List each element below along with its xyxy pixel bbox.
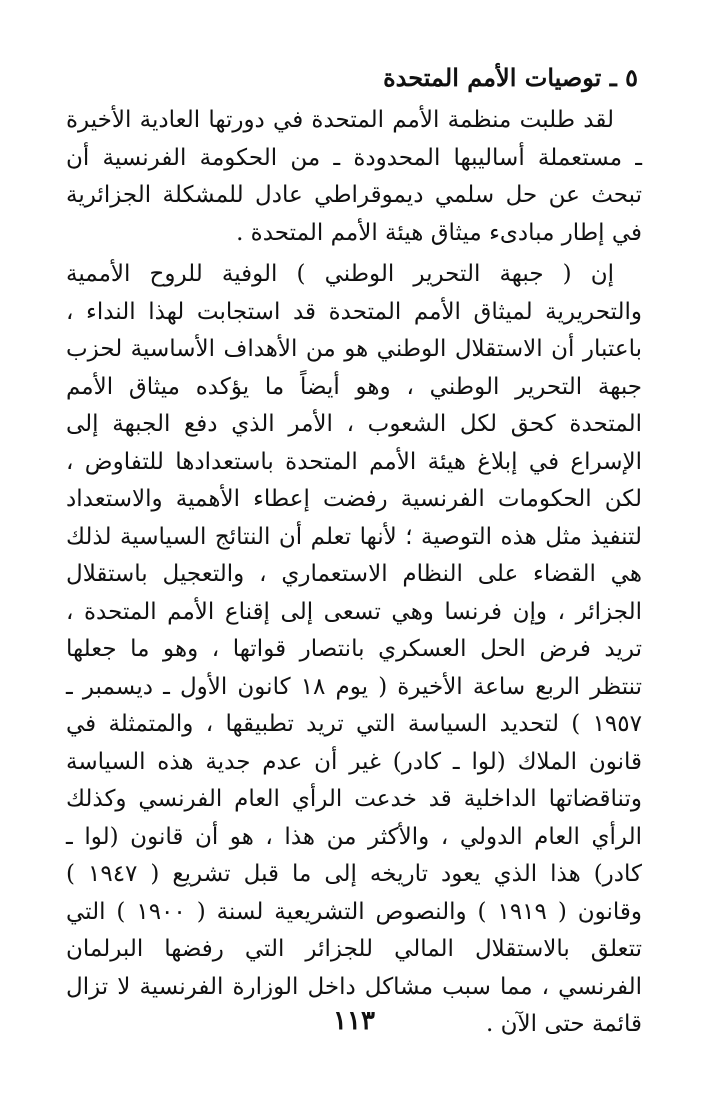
section-heading: ٥ ـ توصيات الأمم المتحدة — [383, 63, 638, 92]
page-body — [66, 60, 642, 1048]
page-number: ١١٣ — [333, 1006, 375, 1036]
paragraph-1: لقد طلبت منظمة الأمم المتحدة في دورتها العادية الأخيرة ـ مستعملة أساليبها المحدودة ـ من الحكومة الفرنسية أن تبحث عن حل سلمي ديموقراطي عادل للمشكلة الجزائرية في إطار مبادىء ميثاق هيئة الأمم المتحدة . — [66, 107, 642, 246]
paragraph-2: إن ( جبهة التحرير الوطني ) الوفية للروح الأممية والتحريرية لميثاق الأمم المتحدة قد استجابت لهذا النداء ، باعتبار أن الاستقلال الوطني هو من الأهداف الأساسية لحزب جبهة التحرير الوطني ، وهو أيضاً ما يؤكده ميثاق الأمم المتحدة كحق لكل الشعوب ، الأمر الذي دفع الجبهة إلى الإسراع في إبلاغ هيئة الأمم المتحدة باستعدادها للتفاوض ، لكن الحكومات الفرنسية رفضت إعطاء الأهمية والاستعداد لتنفيذ مثل هذه التوصية ؛ لأنها تعلم أن النتائج السياسية لذلك هي القضاء على النظام الاستعماري ، والتعجيل باستقلال الجزائر ، وإن فرنسا وهي تسعى إلى إقناع الأمم المتحدة ، تريد فرض الحل العسكري بانتصار قواتها ، وهو ما جعلها تنتظر الربع ساعة الأخيرة ( يوم ١٨ كانون الأول ـ ديسمبر ـ ١٩٥٧ ) لتحديد السياسة التي تريد تطبيقها ، والمتمثلة في قانون الملاك (لوا ـ كادر) غير أن عدم جدية هذه السياسة وتناقضاتها الداخلية قد خدعت الرأي العام الفرنسي وكذلك الرأي العام الدولي ، والأكثر من هذا ، هو أن قانون (لوا ـ كادر) هذا الذي يعود تاريخه إلى ما قبل تشريع ( ١٩٤٧ ) وقانون ( ١٩١٩ ) والنصوص التشريعية لسنة ( ١٩٠٠ ) التي تتعلق بالاستقلال المالي للجزائر التي رفضها البرلمان الفرنسي ، مما سبب مشاكل داخل الوزارة الفرنسية لا تزال قائمة حتى الآن . — [66, 261, 642, 1037]
